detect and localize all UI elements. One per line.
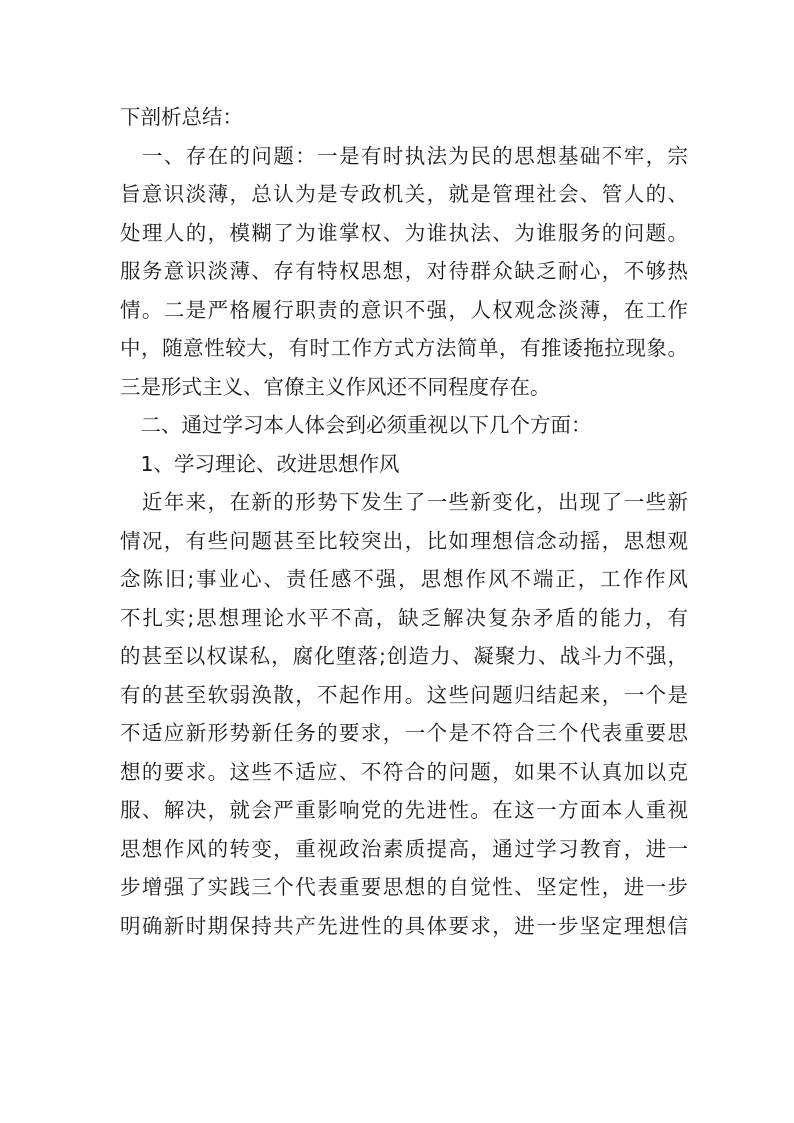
text-line: 想的要求。这些不适应、不符合的问题，如果不认真加以克 [120,759,688,784]
text-line: 情况，有些问题甚至比较突出，比如理想信念动摇，思想观 [120,528,688,553]
text-line: 近年来，在新的形势下发生了一些新变化，出现了一些新 [120,490,688,514]
text-line: 有的甚至软弱涣散，不起作用。这些问题归结起来，一个是 [120,682,688,707]
text-line: 明确新时期保持共产先进性的具体要求，进一步坚定理想信 [120,913,688,938]
text-line: 中，随意性较大，有时工作方式方法简单，有推诿拖拉现象。 [120,336,688,360]
text-line: 念陈旧;事业心、责任感不强，思想作风不端正，工作作风 [120,567,688,591]
text-line: 情。二是严格履行职责的意识不强，人权观念淡薄，在工作 [120,297,688,322]
text-line: 的甚至以权谋私，腐化堕落;创造力、凝聚力、战斗力不强， [120,644,688,668]
text-line: 1、学习理论、改进思想作风 [120,451,400,476]
text-line: 步增强了实践三个代表重要思想的自觉性、坚定性，进一步 [120,875,688,899]
text-line: 思想作风的转变，重视政治素质提高，通过学习教育，进一 [120,836,688,861]
text-line: 不适应新形势新任务的要求，一个是不符合三个代表重要思 [120,721,688,745]
text-line: 旨意识淡薄，总认为是专政机关，就是管理社会、管人的、 [120,182,688,206]
text-line: 下剖析总结： [120,105,243,129]
text-line: 处理人的，模糊了为谁掌权、为谁执法、为谁服务的问题。 [120,220,688,245]
text-line: 服务意识淡薄、存有特权思想，对待群众缺乏耐心，不够热 [120,259,688,283]
text-line: 三是形式主义、官僚主义作风还不同程度存在。 [120,374,551,399]
text-line: 服、解决，就会严重影响党的先进性。在这一方面本人重视 [120,798,688,822]
text-line: 不扎实;思想理论水平不高，缺乏解决复杂矛盾的能力，有 [120,605,688,630]
document-body [120,98,688,945]
text-line: 二、通过学习本人体会到必须重视以下几个方面： [120,413,592,437]
text-line: 一、存在的问题：一是有时执法为民的思想基础不牢，宗 [120,143,688,168]
